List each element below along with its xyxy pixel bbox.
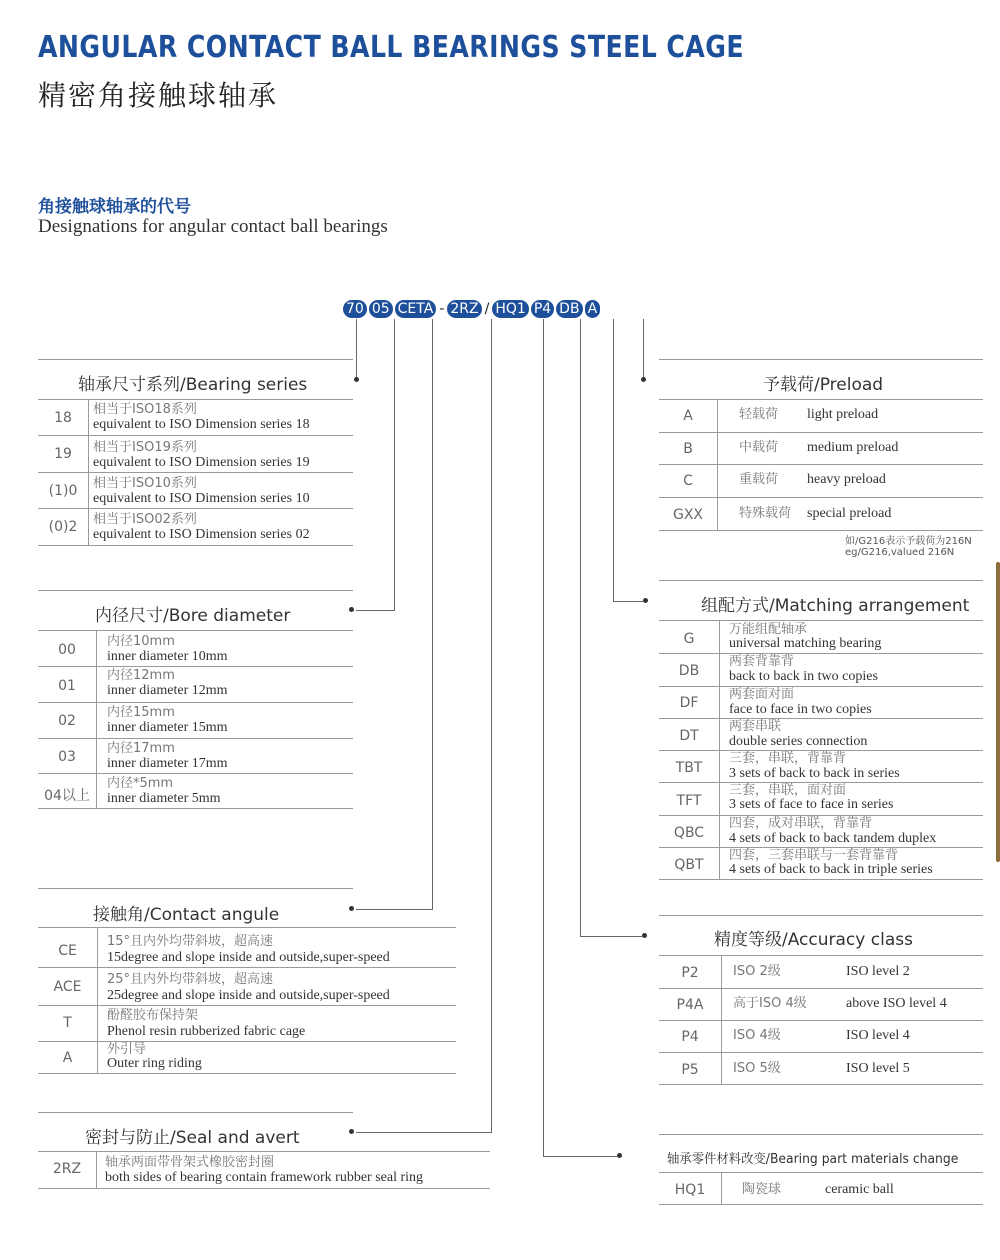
row-cn: 内径15mm: [107, 705, 175, 720]
page-edge-tab: [996, 562, 1000, 862]
connector-dot-matching: [643, 598, 648, 603]
row-en: equivalent to ISO Dimension series 18: [93, 417, 310, 432]
row-code: P4: [681, 1029, 699, 1045]
section-subtitle-en: Designations for angular contact ball bearings: [38, 216, 388, 237]
row-cn: 高于ISO 4级: [733, 996, 807, 1011]
row-cn: 四套，三套串联与一套背靠背: [729, 848, 899, 863]
row-code: QBT: [674, 857, 704, 873]
section-title: 轴承零件材料改变/Bearing part materials change: [667, 1152, 959, 1167]
row-code: 02: [58, 713, 76, 729]
row-code: TFT: [676, 793, 702, 809]
preload-note-cn: 如/G216表示予载荷为216N: [845, 536, 972, 547]
code-part-bore: 05: [369, 300, 393, 318]
row-code: 18: [54, 410, 72, 426]
section-title: 精度等级/Accuracy class: [714, 930, 913, 950]
row-en: equivalent to ISO Dimension series 19: [93, 455, 310, 470]
row-cn: 内径17mm: [107, 741, 175, 756]
row-en: both sides of bearing contain framework rubber seal ring: [105, 1170, 424, 1185]
row-code: B: [683, 441, 693, 457]
row-cn: 两套背靠背: [729, 654, 795, 669]
row-cn: 25°且内外均带斜坡，超高速: [107, 972, 274, 987]
row-en: medium preload: [807, 440, 899, 455]
section-title: 内径尺寸/Bore diameter: [95, 606, 291, 626]
row-cn: 内径10mm: [107, 634, 175, 649]
row-en: inner diameter 15mm: [107, 720, 228, 735]
row-en: universal matching bearing: [729, 636, 882, 651]
connector-dot-contact: [349, 906, 354, 911]
row-cn: 三套，串联，背靠背: [729, 751, 847, 766]
row-cn: 万能组配轴承: [729, 622, 808, 637]
row-en: heavy preload: [807, 472, 886, 487]
row-cn: 酚醛胶布保持架: [107, 1008, 199, 1023]
row-code: A: [683, 408, 693, 424]
row-cn: ISO 4级: [733, 1028, 781, 1043]
connector-dot-seal: [349, 1129, 354, 1134]
row-code: DT: [679, 728, 699, 744]
code-part-series: 70: [343, 300, 367, 318]
row-code: P4A: [676, 997, 704, 1013]
connector-dot-preload: [641, 377, 646, 382]
row-en: back to back in two copies: [729, 669, 878, 684]
connector-dot-bearing-series: [354, 377, 359, 382]
row-en: ceramic ball: [825, 1182, 894, 1197]
row-cn: 两套面对面: [729, 687, 795, 702]
row-code: 04以上: [44, 788, 90, 804]
row-code: 03: [58, 749, 76, 765]
row-en: 4 sets of back to back in triple series: [729, 862, 933, 877]
row-code: 00: [58, 642, 76, 658]
connector-dot-materials: [617, 1153, 622, 1158]
row-en: Phenol resin rubberized fabric cage: [107, 1024, 306, 1039]
row-cn: 三套，串联，面对面: [729, 783, 847, 798]
row-en: equivalent to ISO Dimension series 02: [93, 527, 310, 542]
row-en: face to face in two copies: [729, 702, 872, 717]
code-part-preload: A: [585, 300, 601, 318]
row-cn: 重载荷: [739, 472, 779, 487]
code-part-material: HQ1: [492, 300, 528, 318]
row-cn: 内径*5mm: [107, 776, 174, 791]
row-cn: 轴承两面带骨架式橡胶密封圈: [105, 1155, 275, 1170]
row-cn: ISO 5级: [733, 1061, 781, 1076]
row-code: HQ1: [674, 1182, 706, 1198]
connector-dot-bore: [349, 607, 354, 612]
section-title: 予载荷/Preload: [763, 375, 884, 395]
code-separator-dash: -: [439, 301, 445, 317]
row-cn: 陶瓷球: [742, 1182, 782, 1197]
row-code: G: [683, 631, 695, 647]
row-en: 4 sets of back to back tandem duplex: [729, 831, 937, 846]
page-title-cn: 精密角接触球轴承: [38, 79, 279, 112]
row-en: inner diameter 10mm: [107, 649, 228, 664]
section-title: 接触角/Contact angule: [93, 905, 280, 925]
row-en: 25degree and slope inside and outside,super-speed: [107, 988, 390, 1003]
code-separator-slash: /: [484, 301, 490, 317]
row-en: special preload: [807, 506, 892, 521]
row-code: A: [62, 1050, 73, 1066]
row-code: 2RZ: [52, 1161, 82, 1177]
row-en: 3 sets of face to face in series: [729, 797, 894, 812]
row-code: QBC: [673, 825, 705, 841]
row-cn: 外引导: [107, 1042, 147, 1057]
preload-note-en: eg/G216,valued 216N: [845, 547, 955, 558]
row-code: CE: [58, 943, 77, 959]
code-part-seal: 2RZ: [447, 300, 481, 318]
row-en: ISO level 5: [846, 1061, 910, 1076]
section-subtitle-cn: 角接触球轴承的代号: [38, 197, 191, 217]
row-cn: 中载荷: [739, 440, 779, 455]
row-cn: 相当于ISO19系列: [93, 440, 197, 455]
row-code: GXX: [672, 507, 704, 523]
row-cn: 特殊载荷: [739, 506, 792, 521]
row-code: TBT: [675, 760, 703, 776]
row-en: light preload: [807, 407, 879, 422]
row-en: 15degree and slope inside and outside,super-speed: [107, 950, 390, 965]
section-title: 轴承尺寸系列/Bearing series: [78, 375, 308, 395]
row-en: equivalent to ISO Dimension series 10: [93, 491, 310, 506]
row-code: C: [683, 473, 693, 489]
row-code: 01: [58, 678, 76, 694]
row-en: inner diameter 17mm: [107, 756, 228, 771]
row-code: DF: [679, 695, 699, 711]
row-cn: 四套，成对串联，背靠背: [729, 816, 873, 831]
row-code: ACE: [53, 979, 82, 995]
row-cn: 相当于ISO18系列: [93, 402, 197, 417]
row-code: 19: [54, 446, 72, 462]
row-cn: ISO 2级: [733, 964, 781, 979]
row-en: ISO level 2: [846, 964, 910, 979]
designation-code: [343, 300, 602, 318]
row-en: above ISO level 4: [846, 996, 947, 1011]
row-code: P2: [681, 965, 699, 981]
row-cn: 内径12mm: [107, 668, 175, 683]
row-cn: 两套串联: [729, 719, 782, 734]
code-part-angle: CETA: [395, 300, 437, 318]
row-code: (1)0: [48, 483, 78, 499]
connector-dot-accuracy: [642, 933, 647, 938]
section-title: 密封与防止/Seal and avert: [85, 1128, 300, 1148]
row-code: DB: [678, 663, 700, 679]
code-part-accuracy: P4: [531, 300, 554, 318]
row-en: double series connection: [729, 734, 868, 749]
code-part-matching: DB: [556, 300, 582, 318]
row-cn: 相当于ISO02系列: [93, 512, 197, 527]
row-en: ISO level 4: [846, 1028, 910, 1043]
row-cn: 相当于ISO10系列: [93, 476, 197, 491]
row-code: (0)2: [48, 519, 78, 535]
row-en: 3 sets of back to back in series: [729, 766, 900, 781]
row-cn: 轻载荷: [739, 407, 779, 422]
row-cn: 15°且内外均带斜坡，超高速: [107, 934, 274, 949]
page-title-en: ANGULAR CONTACT BALL BEARINGS STEEL CAGE: [38, 30, 744, 65]
row-code: T: [63, 1015, 72, 1031]
section-title: 组配方式/Matching arrangement: [701, 596, 970, 616]
row-code: P5: [681, 1062, 699, 1078]
row-en: Outer ring riding: [107, 1056, 202, 1071]
row-en: inner diameter 12mm: [107, 683, 228, 698]
row-en: inner diameter 5mm: [107, 791, 221, 806]
